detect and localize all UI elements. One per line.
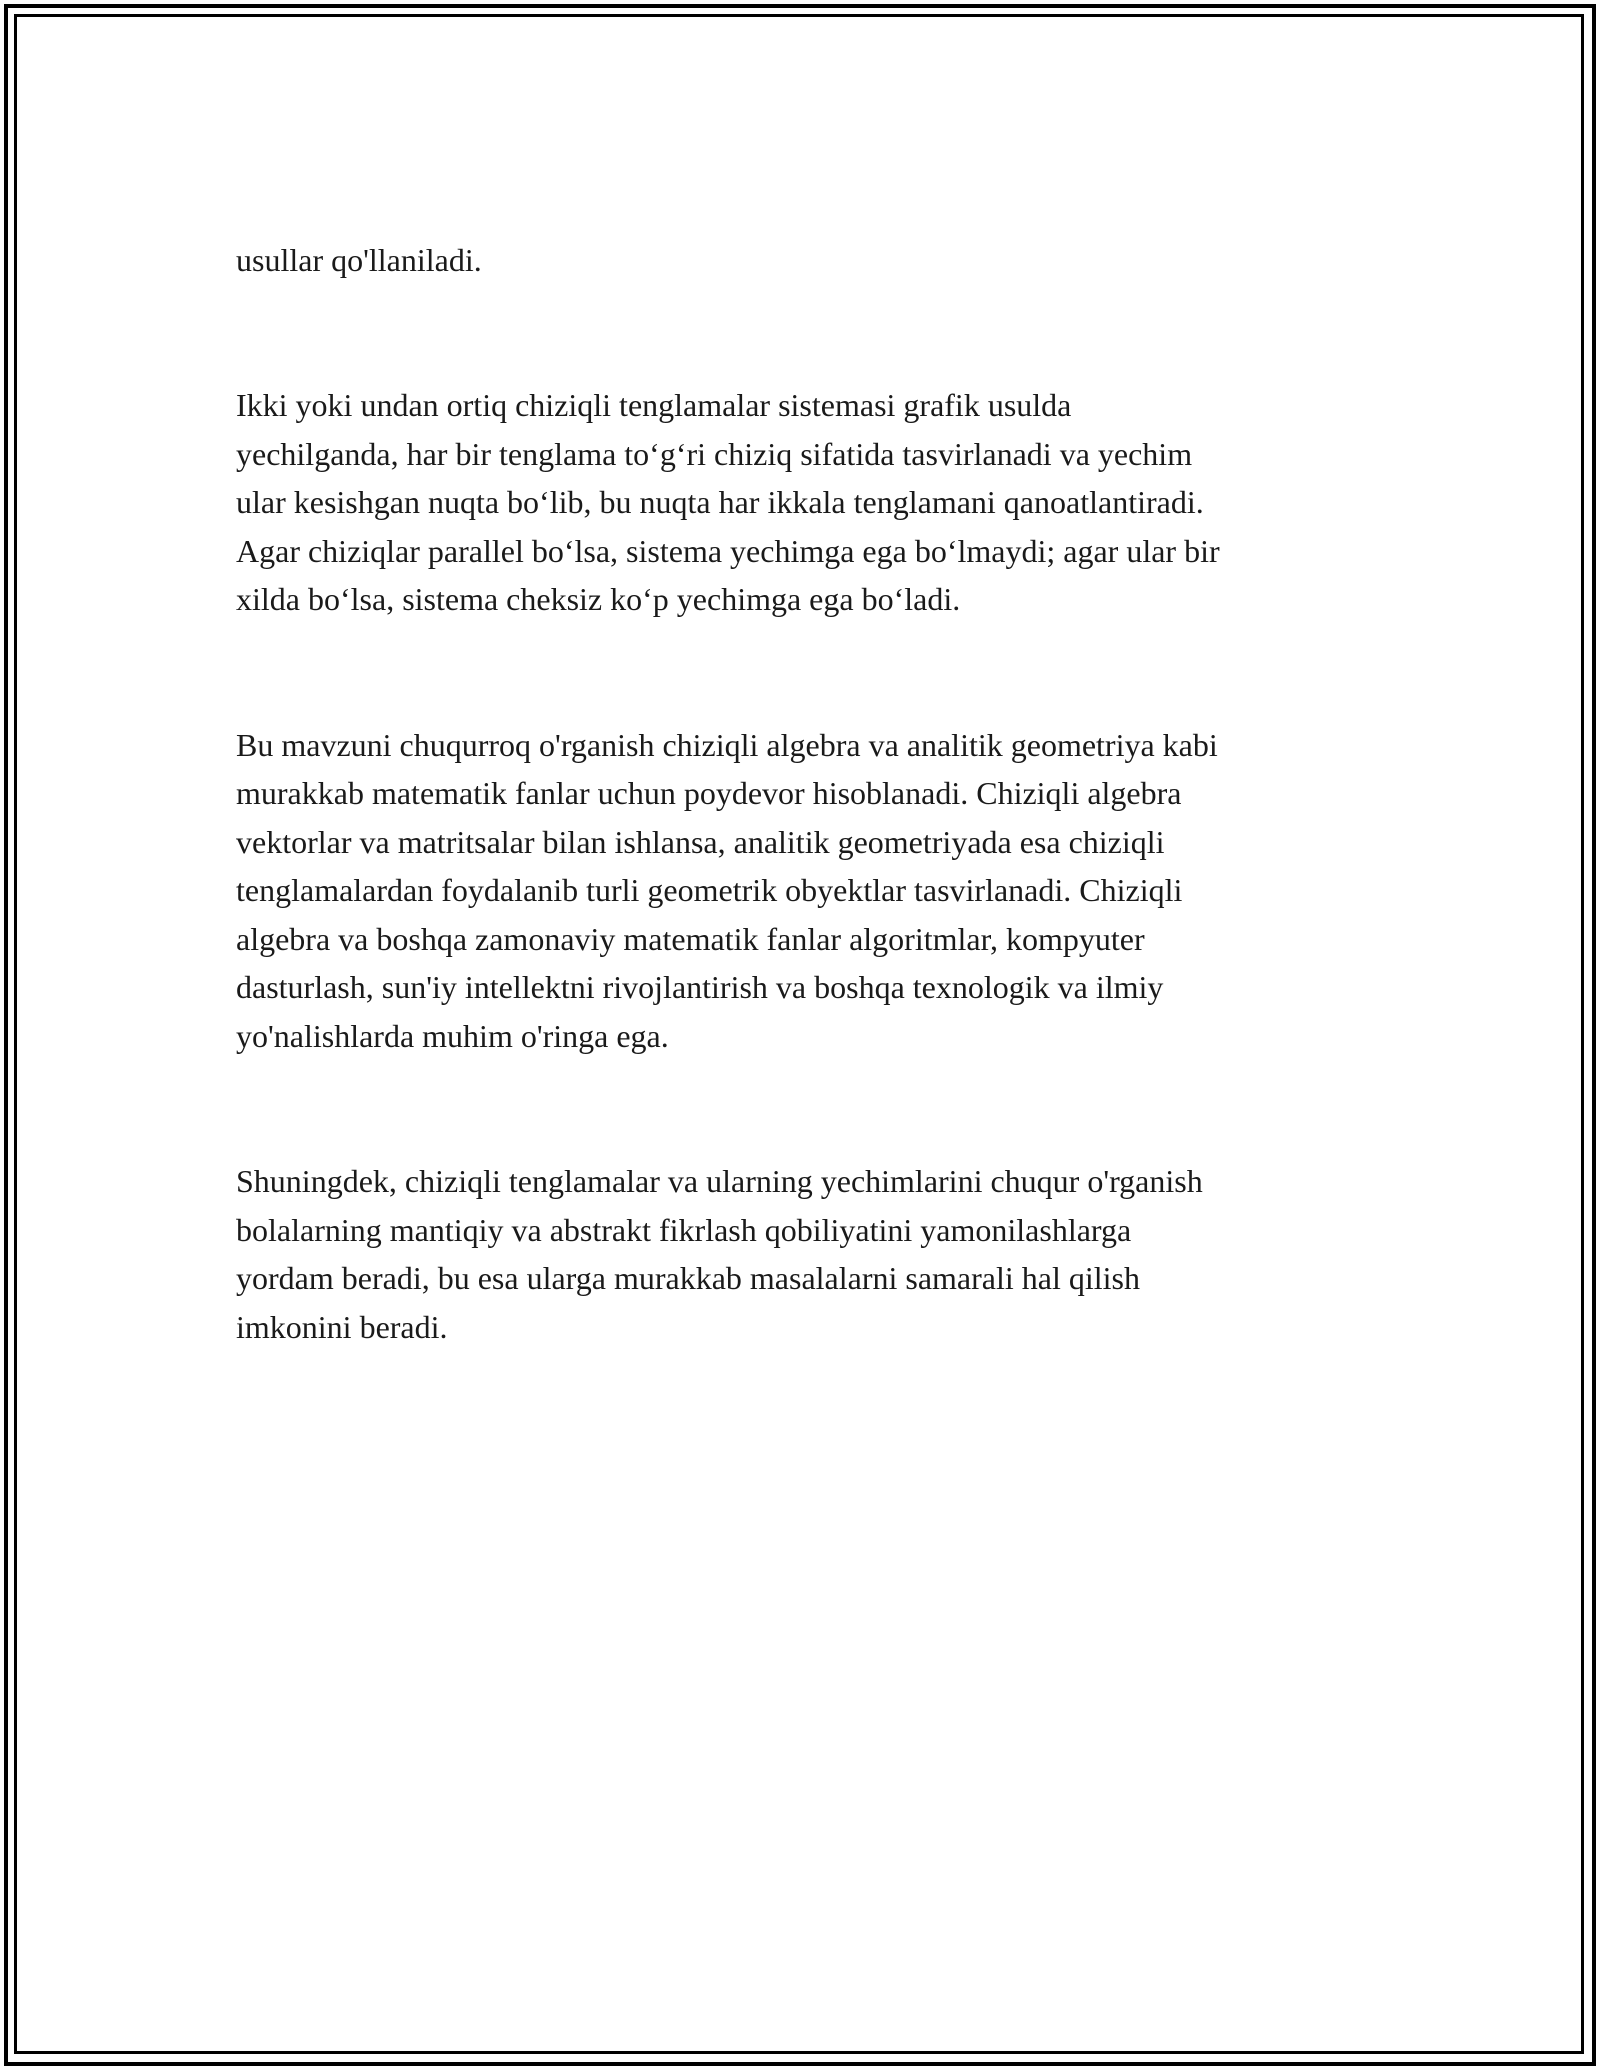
paragraph-linear-algebra: Bu mavzuni chuqurroq o'rganish chiziqli algebra va analitik geometriya kabi murakkab matematik fanlar uchun poydevor hisoblanadi. Chiziqli algebra vektorlar va matritsalar bilan ishlansa, analitik geometriyada esa chiziqli tenglamalardan foydalanib turli geometrik obyektlar tasvirlanadi. Chiziqli algebra va boshqa zamonaviy matematik fanlar algoritmlar, kompyuter dasturlash, sun'iy intellektni rivojlantirish va boshqa texnologik va ilmiy yo'nalishlarda muhim o'ringa ega. [236, 726, 1218, 1054]
paragraph-conclusion: Shuningdek, chiziqli tenglamalar va ularning yechimlarini chuqur o'rganish bolalarning mantiqiy va abstrakt fikrlash qobiliyatini yamonilashlarga yordam beradi, bu esa ularga murakkab masalalarni samarali hal qilish imkonini beradi. [236, 1163, 1203, 1345]
paragraph-graphical-method: Ikki yoki undan ortiq chiziqli tenglamalar sistemasi grafik usulda yechilganda, har bir tenglama to‘g‘ri chiziq sifatida tasvirlanadi va yechim ular kesishgan nuqta bo‘lib, bu nuqta har ikkala tenglamani qanoatlantiradi. Agar chiziqlar parallel bo‘lsa, sistema yechimga ega bo‘lmaydi; agar ular bir xilda bo‘lsa, sistema cheksiz ko‘p yechimga ega bo‘ladi. [236, 387, 1220, 617]
paragraph-continuation: usullar qo'llaniladi. [236, 241, 482, 278]
document-body [236, 187, 1366, 1448]
